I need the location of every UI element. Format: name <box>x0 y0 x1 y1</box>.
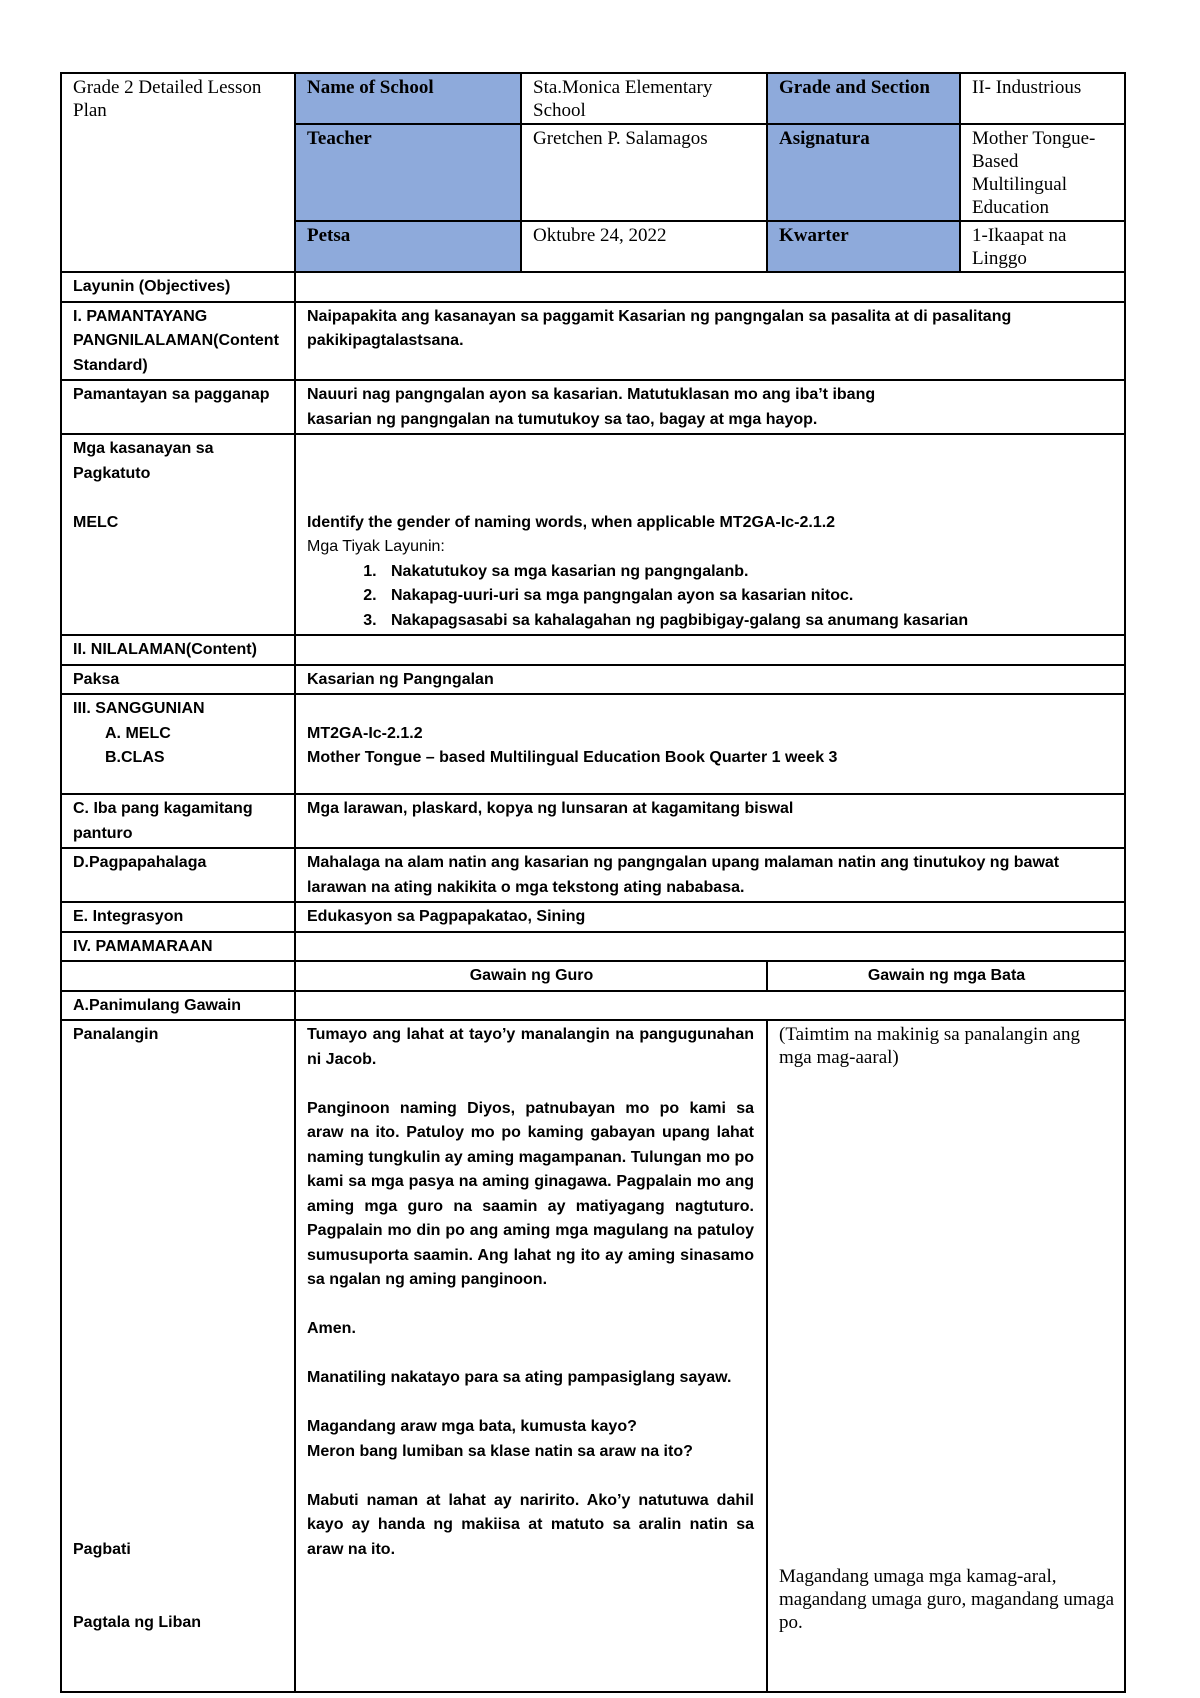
specific-objective-item: 1. Nakatutukoy sa mga kasarian ng pangngalanb. <box>381 560 1114 585</box>
content-standard-value: Naipapakita ang kasanayan sa paggamit Kasarian ng pangngalan sa pasalita at di pasalitang pakikipagtalastsana. <box>295 302 1125 381</box>
date-value: Oktubre 24, 2022 <box>521 221 767 272</box>
teacher-text-4: Manatiling nakatayo para sa ating pampasiglang sayaw. <box>307 1369 732 1386</box>
procedure-value <box>295 932 1125 962</box>
teacher-activity-cell <box>295 1020 767 1692</box>
ref-b-value: Mother Tongue – based Multilingual Education Book Quarter 1 week 3 <box>307 749 838 766</box>
values-value: Mahalaga na alam natin ang kasarian ng pangngalan upang malaman natin ang tinutukoy ng bawat larawan na ating nakikita o mga tekstong ating nababasa. <box>295 848 1125 902</box>
quarter-label: Kwarter <box>767 221 960 272</box>
ref-b-label: B.CLAS <box>105 749 165 766</box>
integration-value: Edukasyon sa Pagpapakatao, Sining <box>295 902 1125 932</box>
prayer-label: Panalangin <box>73 1026 159 1043</box>
objectives-value <box>295 272 1125 302</box>
pupil-activity-cell <box>767 1020 1125 1692</box>
grade-section-value: II- Industrious <box>960 73 1125 124</box>
ref-a-label: A. MELC <box>105 724 171 742</box>
content-standard-label: I. PAMANTAYANG PANGNILALAMAN(Content Standard) <box>61 302 295 381</box>
teacher-text-6: Mabuti naman at lahat ay naririto. Ako’y natutuwa dahil kayo ay handa ng makiisa at matuto sa aralin natin sa araw na ito. <box>307 1491 754 1558</box>
teacher-label: Teacher <box>295 124 521 221</box>
content-label: II. NILALAMAN(Content) <box>61 635 295 665</box>
procedure-label: IV. PAMAMARAAN <box>61 932 295 962</box>
grade-section-label: Grade and Section <box>767 73 960 124</box>
procedure-blank <box>61 961 295 991</box>
pupil-activity-header: Gawain ng mga Bata <box>767 961 1125 991</box>
teacher-text-5a: Magandang araw mga bata, kumusta kayo? <box>307 1418 637 1435</box>
doc-title: Grade 2 Detailed Lesson Plan <box>61 73 295 272</box>
values-label: D.Pagpapahalaga <box>61 848 295 902</box>
performance-standard-value <box>295 380 1125 434</box>
topic-label: Paksa <box>61 665 295 695</box>
specific-objectives-list <box>307 560 1114 634</box>
teacher-activity-header: Gawain ng Guro <box>295 961 767 991</box>
performance-line-1: Nauuri nag pangngalan ayon sa kasarian. Matutuklasan mo ang iba’t ibang <box>307 386 876 403</box>
school-label: Name of School <box>295 73 521 124</box>
quarter-value: 1-Ikaapat na Linggo <box>960 221 1125 272</box>
references-value <box>295 694 1125 794</box>
references-cell <box>61 694 295 794</box>
subject-value: Mother Tongue-Based Multilingual Education <box>960 124 1125 221</box>
pupil-text-2: Magandang umaga mga kamag-aral, magandang umaga guro, magandang umaga po. <box>779 1566 1115 1633</box>
greeting-label: Pagbati <box>73 1541 131 1558</box>
competency-cell <box>61 434 295 635</box>
teacher-text-2: Panginoon naming Diyos, patnubayan mo po kami sa araw na ito. Patuloy mo po kaming gabayan upang lahat naming tungkulin ay aming magampanan. Tulungan mo po kami sa mga pasya na aming ginagawa. Pagpalain mo ang aming mga guro na saamin ay matiyagang nagtuturo. Pagpalain mo din po ang aming mga magulang na patuloy sumusuporta saamin. Ang lahat ng ito ay aming sinasamo sa ngalan ng aming panginoon. <box>307 1099 754 1288</box>
lesson-plan-table <box>60 72 1126 1693</box>
teacher-text-3: Amen. <box>307 1320 356 1337</box>
teacher-text-1: Tumayo ang lahat at tayo’y manalangin na pangugunahan ni Jacob. <box>307 1026 754 1068</box>
topic-value: Kasarian ng Pangngalan <box>295 665 1125 695</box>
materials-label: C. Iba pang kagamitang panturo <box>61 794 295 848</box>
subject-label: Asignatura <box>767 124 960 221</box>
teacher-text-5b: Meron bang lumiban sa klase natin sa araw na ito? <box>307 1442 693 1460</box>
materials-value: Mga larawan, plaskard, kopya ng lunsaran at kagamitang biswal <box>295 794 1125 848</box>
objectives-label: Layunin (Objectives) <box>61 272 295 302</box>
attendance-label: Pagtala ng Liban <box>73 1614 202 1631</box>
content-value <box>295 635 1125 665</box>
activity-steps-cell <box>61 1020 295 1692</box>
competency-value <box>295 434 1125 635</box>
ref-a-value: MT2GA-Ic-2.1.2 <box>307 724 423 742</box>
pupil-text-1: (Taimtim na makinig sa panalangin ang mga mag-aaral) <box>779 1024 1081 1068</box>
competency-label: Mga kasanayan sa Pagkatuto <box>73 440 214 482</box>
preliminary-label: A.Panimulang Gawain <box>61 991 295 1021</box>
references-label: III. SANGGUNIAN <box>73 700 205 717</box>
specific-objective-item: 2. Nakapag-uuri-uri sa mga pangngalan ayon sa kasarian nitoc. <box>381 584 1114 609</box>
specific-objective-item: 3. Nakapagsasabi sa kahalagahan ng pagbibigay-galang sa anumang kasarian <box>381 609 1114 634</box>
teacher-value: Gretchen P. Salamagos <box>521 124 767 221</box>
specific-objectives-label: Mga Tiyak Layunin: <box>307 538 445 555</box>
preliminary-value <box>295 991 1125 1021</box>
melc-value: Identify the gender of naming words, when applicable MT2GA-Ic-2.1.2 <box>307 513 836 531</box>
melc-label: MELC <box>73 513 119 531</box>
school-value: Sta.Monica Elementary School <box>521 73 767 124</box>
integration-label: E. Integrasyon <box>61 902 295 932</box>
date-label: Petsa <box>295 221 521 272</box>
performance-standard-label: Pamantayan sa pagganap <box>61 380 295 434</box>
performance-line-2: kasarian ng pangngalan na tumutukoy sa tao, bagay at mga hayop. <box>307 410 818 428</box>
